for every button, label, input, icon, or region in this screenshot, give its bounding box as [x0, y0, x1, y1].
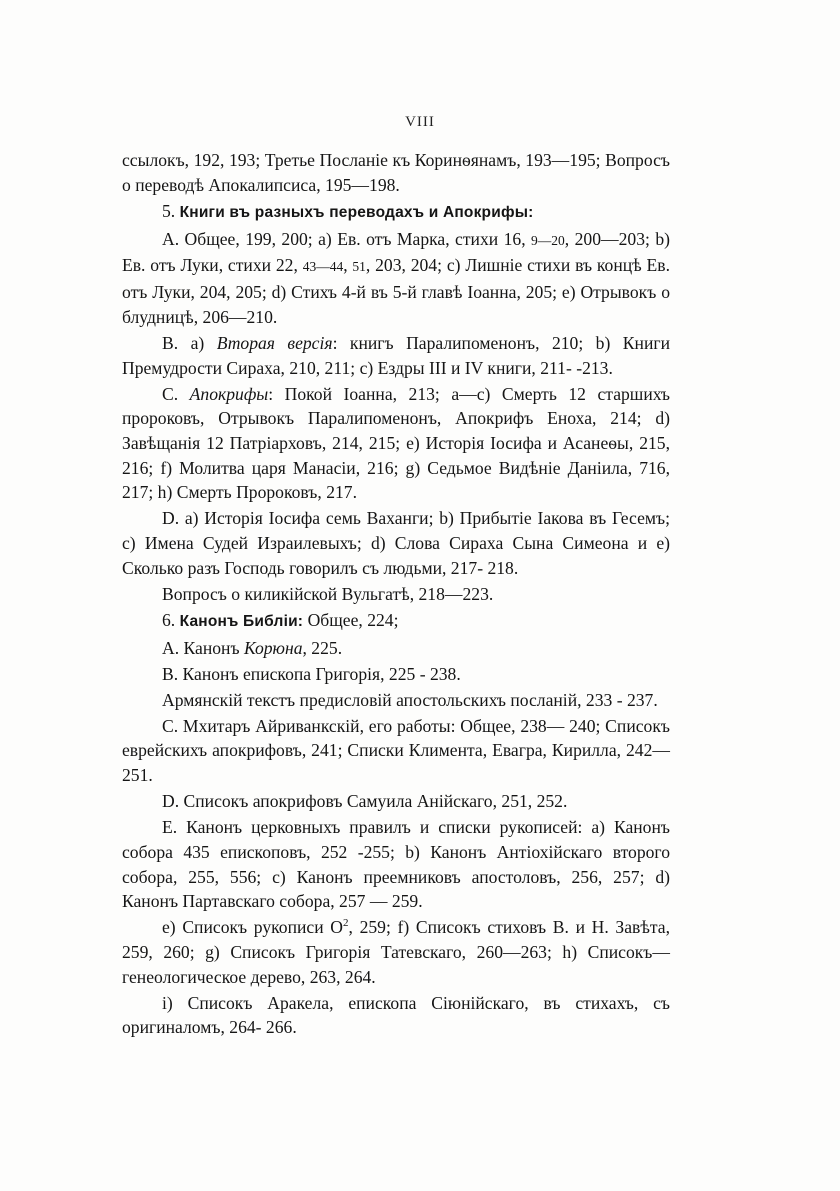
paragraph-p0 [122, 148, 670, 197]
paragraph-p12 [122, 789, 670, 814]
italic-term: Апокрифы [189, 383, 269, 404]
italic-term: Вторая версія [216, 332, 333, 353]
text-run: , [343, 255, 353, 276]
paragraph-p1 [122, 199, 670, 226]
paragraph-p14 [122, 915, 670, 989]
text-run: B. Канонъ епископа Григорія, 225 - 238. [162, 663, 461, 684]
page-number: VIII [405, 114, 435, 130]
paragraph-p4 [122, 382, 670, 506]
text-run: i) Списокъ Аракела, епископа Сіюнійскаго, въ стихахъ, съ оригиналомъ, 264- 266. [122, 992, 670, 1038]
text-run: C. Мхитаръ Айриванкскій, его работы: Общее, 238— 240; Списокъ еврейскихъ апокрифовъ, 241; Списки Климента, Евагра, Кирилла, 242—251. [122, 715, 670, 786]
text-run: Армянскій текстъ предисловій апостольскихъ посланій, 233 - 237. [162, 689, 658, 710]
paragraph-p13 [122, 815, 670, 914]
paragraph-p11 [122, 714, 670, 788]
paragraph-p2 [122, 227, 670, 330]
text-run: e) Списокъ рукописи O [162, 917, 344, 938]
superscript: 2 [343, 917, 349, 930]
small-numeral: 43—44 [302, 259, 344, 275]
text-run: A. Общее, 199, 200; a) Ев. отъ Марка, стихи 16, [162, 228, 532, 249]
text-run: , 200—203; b) Ев. отъ Луки, стихи 22, [122, 228, 670, 276]
paragraph-p10 [122, 688, 670, 713]
paragraph-p5 [122, 506, 670, 580]
text-run: Общее, 224; [303, 609, 399, 630]
paragraph-p15 [122, 991, 670, 1040]
text-run: B. a) [162, 332, 217, 353]
small-numeral: 9—20 [531, 232, 565, 248]
text-run: 6. [162, 609, 180, 630]
text-run: E. Канонъ церковныхъ правилъ и списки рукописей: a) Канонъ собора 435 епископовъ, 252 -255; b) Канонъ Антіохійскаго второго собора, 255, 556; c) Канонъ преемниковъ апостоловъ, 256, 257; d) Канонъ Партавскаго собора, 257 — 259. [122, 817, 670, 912]
italic-term: Корюна [243, 637, 303, 658]
paragraph-p7 [122, 608, 670, 635]
body-text [122, 148, 670, 1041]
text-run: D. a) Исторія Іосифа семь Ваханги; b) Прибытіе Іакова въ Гесемъ; c) Имена Судей Израилевыхъ; d) Слова Сираха Сына Симеона и e) Сколько разъ Господь говорилъ съ людьми, 217- 218. [122, 508, 670, 578]
text-run: , 225. [302, 637, 343, 658]
text-run: C. [162, 383, 190, 404]
paragraph-p8 [122, 636, 670, 661]
paragraph-p3 [122, 331, 670, 380]
text-run: : книгъ Паралипоменонъ, 210; b) Книги Премудрости Сираха, 210, 211; c) Ездры III и IV книги, 211- -213. [122, 332, 670, 378]
text-run: , 203, 204; c) Лишніе стихи въ концѣ Ев. отъ Луки, 204, 205; d) Стихъ 4-й въ 5-й главѣ Іоанна, 205; e) Отрывокъ о блудницѣ, 206—210. [122, 255, 670, 327]
text-run: ссылокъ, 192, 193; Третье Посланіе къ Коринѳянамъ, 193—195; Вопросъ о переводѣ Апокалипсиса, 195—198. [122, 150, 670, 195]
small-numeral: 51 [352, 259, 366, 275]
text-run: : Покой Іоанна, 213; a—c) Смерть 12 старшихъ пророковъ, Отрывокъ Паралипоменонъ, Апокрифъ Еноха, 214; d) Завѣщанія 12 Патріарховъ, 214, 215; e) Исторія Іосифа и Асанеѳы, 215, 216; f) Молитва царя Манасіи, 216; g) Седьмое Видѣніе Даніила, 716, 217; h) Смерть Пророковъ, 217. [122, 383, 670, 503]
paragraph-p9 [122, 662, 670, 687]
text-run: A. Канонъ [162, 637, 244, 658]
section-heading: Книги въ разныхъ переводахъ и Апокрифы: [179, 203, 534, 221]
text-run: 5. [162, 200, 180, 221]
text-run: Вопросъ о киликійской Вульгатѣ, 218—223. [162, 583, 494, 604]
text-run: D. Списокъ апокрифовъ Самуила Анійскаго, 251, 252. [162, 791, 568, 812]
paragraph-p6 [122, 582, 670, 607]
text-run: , 259; f) Списокъ стиховъ В. и Н. Завѣта, 259, 260; g) Списокъ Григорія Татевскаго, 260—263; h) Списокъ—генеологическое дерево, 263, 264. [122, 917, 670, 987]
section-heading: Канонъ Библіи: [179, 612, 304, 630]
